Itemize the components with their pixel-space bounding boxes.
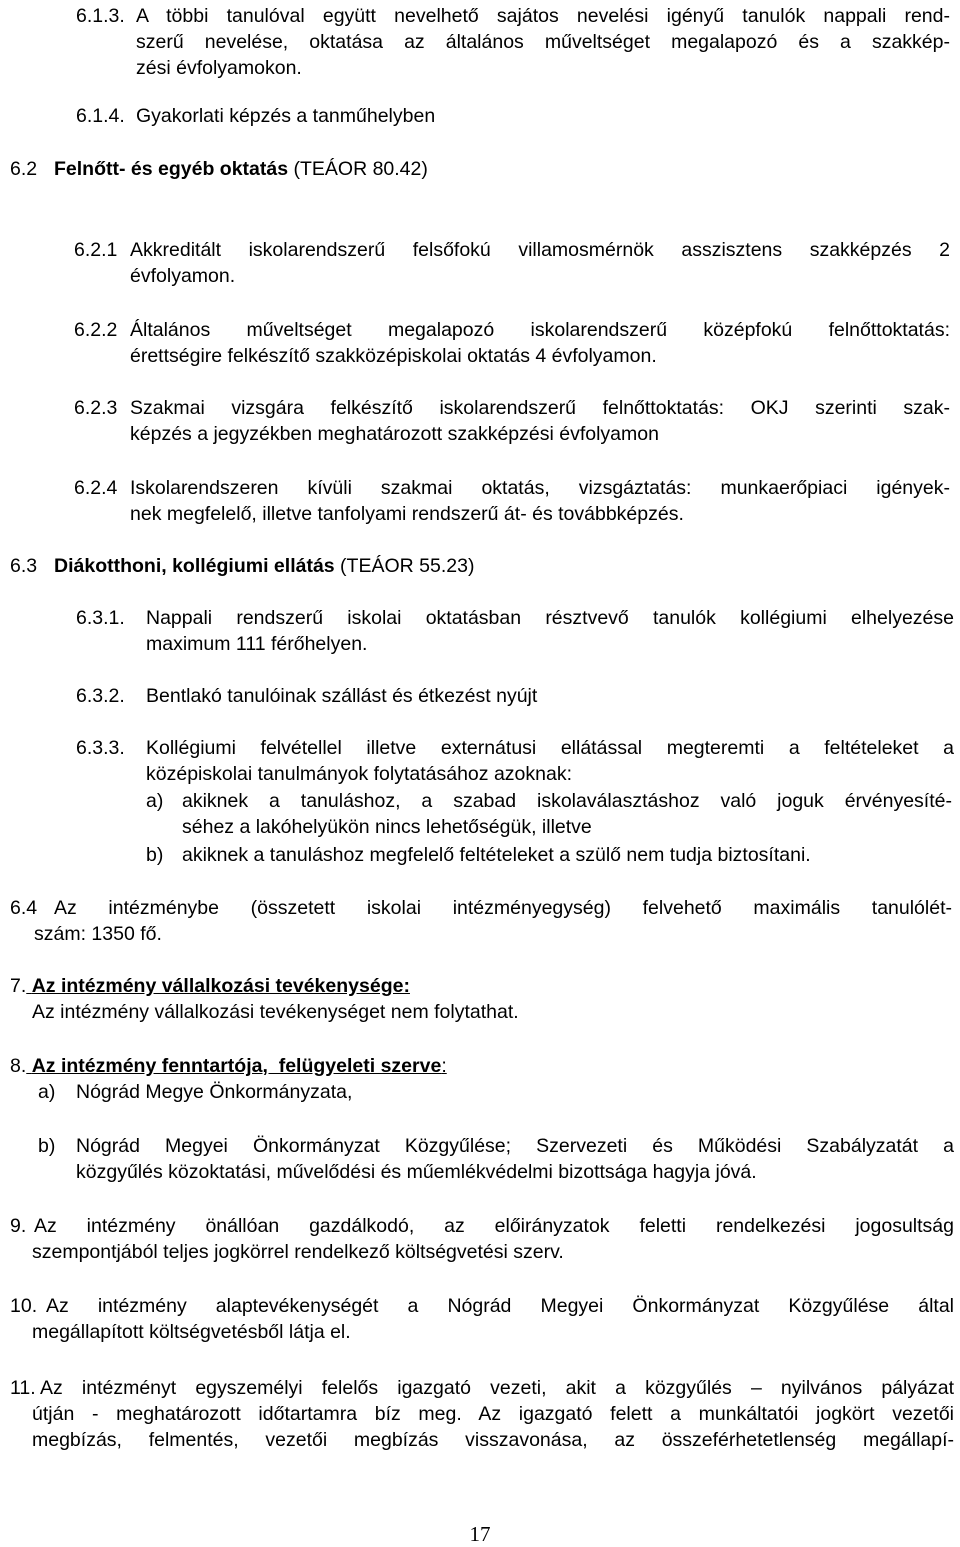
section-number: 9. [10, 1215, 27, 1237]
text-line: megállapított költségvetésből látja el. [32, 1321, 351, 1343]
text-line: Nógrád Megye Önkormányzata, [76, 1081, 353, 1103]
section-heading [54, 157, 428, 181]
text-line: Szakmai vizsgára felkészítő iskolarendszerű felnőttoktatás: OKJ szerinti szak- [130, 397, 950, 419]
item-number: 6.2.2 [74, 319, 118, 341]
section-heading [10, 1054, 447, 1078]
list-marker: a) [146, 790, 164, 812]
text-line: séhez a lakóhelyükön nincs lehetőségük, illetve [182, 816, 592, 838]
item-number: 6.2.3 [74, 397, 118, 419]
section-number: 8. [10, 1055, 27, 1077]
text-line: nek megfelelő, illetve tanfolyami rendszerű át- és továbbképzés. [130, 503, 684, 525]
text-line: Iskolarendszeren kívüli szakmai oktatás, vizsgáztatás: munkaerőpiaci igények- [130, 477, 950, 499]
text-line: szempontjából teljes jogkörrel rendelkező költségvetési szerv. [32, 1241, 564, 1263]
section-number: 6.2 [10, 158, 38, 180]
text-line: Az intézménybe (összetett iskolai intézményegység) felvehető maximális tanulólét- [54, 897, 952, 919]
heading-rest: (TEÁOR 80.42) [288, 158, 428, 180]
item-number: 6.1.3. [76, 5, 125, 27]
section-number: 10. [10, 1295, 38, 1317]
text-line: akiknek a tanuláshoz megfelelő feltételeket a szülő nem tudja biztosítani. [182, 844, 811, 866]
heading-bold: Felnőtt- és egyéb oktatás [54, 158, 289, 180]
heading-rest: (TEÁOR 55.23) [334, 555, 475, 577]
item-number: 6.3.1. [76, 607, 125, 629]
item-number: 6.3.3. [76, 737, 125, 759]
text-line: Bentlakó tanulóinak szállást és étkezést nyújt [146, 685, 538, 707]
text-line: középiskolai tanulmányok folytatásához azoknak: [146, 763, 572, 785]
text-line: Az intézmény alaptevékenységét a Nógrád Megyei Önkormányzat Közgyűlése által [46, 1295, 954, 1317]
text-line: érettségire felkészítő szakközépiskolai oktatás 4 évfolyamon. [130, 345, 657, 367]
text-line: maximum 111 férőhelyen. [146, 633, 368, 655]
list-marker: b) [38, 1135, 56, 1157]
text-line: Nappali rendszerű iskolai oktatásban résztvevő tanulók kollégiumi elhelyezése [146, 607, 954, 629]
text-line: közgyűlés közoktatási, művelődési és műemlékvédelmi bizottsága hagyja jóvá. [76, 1161, 757, 1183]
heading-underlined: Az intézmény fenntartója, felügyeleti szerve: [31, 1055, 447, 1077]
text-line: Gyakorlati képzés a tanműhelyben [136, 105, 436, 127]
heading-underlined: Az intézmény vállalkozási tevékenysége: [31, 975, 410, 997]
text-line: évfolyamon. [130, 265, 236, 287]
text-line: Az intézmény önállóan gazdálkodó, az előirányzatok feletti rendelkezési jogosultság [34, 1215, 954, 1237]
text-line: Nógrád Megyei Önkormányzat Közgyűlése; Szervezeti és Működési Szabályzatát a [76, 1135, 954, 1157]
text-line: Az intézmény vállalkozási tevékenységet nem folytathat. [32, 1001, 519, 1023]
text-line: Kollégiumi felvétellel illetve externátusi ellátással megteremti a feltételeket a [146, 737, 954, 759]
text-line: szerű nevelése, oktatása az általános műveltséget megalapozó és a szakkép- [136, 31, 950, 53]
text-line: Általános műveltséget megalapozó iskolarendszerű középfokú felnőttoktatás: [130, 319, 950, 341]
item-number: 6.1.4. [76, 105, 125, 127]
text-line: A többi tanulóval együtt nevelhető sajátos nevelési igényű tanulók nappali rend- [136, 5, 950, 27]
text-line: szám: 1350 fő. [34, 923, 162, 945]
list-marker: a) [38, 1081, 56, 1103]
page-number: 17 [469, 1522, 491, 1546]
text-line: útján - meghatározott időtartamra bíz meg. Az igazgató felett a munkáltatói jogkört vezetői [32, 1403, 954, 1425]
item-number: 6.3.2. [76, 685, 125, 707]
text-line: megbízás, felmentés, vezetői megbízás visszavonása, az összeférhetetlenség megállapí- [32, 1429, 954, 1451]
text-line: akiknek a tanuláshoz, a szabad iskolaválasztáshoz való joguk érvényesíté- [182, 790, 952, 812]
item-number: 6.2.1 [74, 239, 118, 261]
section-heading [54, 554, 474, 578]
section-number: 6.4 [10, 897, 38, 919]
section-number: 6.3 [10, 555, 38, 577]
text-line: képzés a jegyzékben meghatározott szakképzési évfolyamon [130, 423, 659, 445]
text-line: Az intézményt egyszemélyi felelős igazgató vezeti, akit a közgyűlés – nyilvános pályázat [40, 1377, 954, 1399]
item-number: 6.2.4 [74, 477, 118, 499]
heading-bold: Diákotthoni, kollégiumi ellátás [54, 555, 335, 577]
text-line: Akkreditált iskolarendszerű felsőfokú villamosmérnök asszisztens szakképzés 2 [130, 239, 950, 261]
section-heading [10, 974, 410, 998]
list-marker: b) [146, 844, 164, 866]
section-number: 11. [10, 1377, 36, 1399]
text-line: zési évfolyamokon. [136, 57, 302, 79]
section-number: 7. [10, 975, 27, 997]
